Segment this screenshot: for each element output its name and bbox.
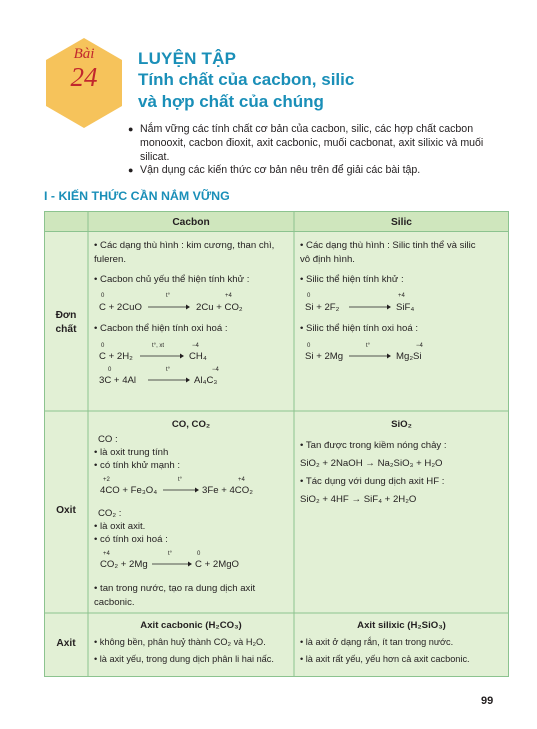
condition-label: t°	[166, 293, 171, 299]
text-line: • Các dạng thù hình : kim cương, than chì,	[94, 240, 275, 251]
arrow-icon	[349, 303, 391, 311]
text-line: • không bền, phân huỷ thành CO₂ và H₂O.	[94, 637, 266, 647]
lesson-title: LUYỆN TẬP	[138, 49, 237, 68]
objective-text: Vận dụng các kiến thức cơ bản nêu trên để giải các bài tập.	[140, 164, 421, 176]
row-label-don-chat-1: Đơn	[55, 310, 77, 321]
lesson-badge-number: 24	[70, 62, 98, 92]
equation-left: C + 2H₂	[99, 351, 133, 362]
column-header-silic: Silic	[391, 217, 412, 228]
condition-label: t°	[166, 367, 171, 373]
oxidation-number: +4	[398, 293, 405, 299]
text-line: CO₂ :	[98, 508, 122, 519]
text-line: • Tan được trong kiềm nóng chảy :	[300, 440, 447, 451]
oxidation-number: 0	[101, 343, 105, 349]
cell-heading: Axit silixic (H₂SiO₃)	[357, 620, 446, 631]
arrow-icon	[148, 376, 190, 384]
equation-right: 2Cu + CO₂	[196, 302, 243, 313]
text-line: cacbonic.	[94, 597, 135, 608]
column-header-cacbon: Cacbon	[172, 217, 210, 228]
oxidation-number: +4	[225, 293, 232, 299]
condition-label: t°	[178, 477, 183, 483]
row-label-don-chat-2: chất	[55, 324, 77, 335]
objective-item	[128, 122, 513, 164]
oxidation-number: +4	[103, 551, 110, 557]
equation-line: SiO₂ + 4HF → SiF₄ + 2H₂O	[300, 494, 417, 505]
oxidation-number: +2	[103, 477, 110, 483]
text-line: • Silic thể hiện tính khử :	[300, 274, 404, 285]
row-label-oxit: Oxit	[56, 505, 76, 516]
text-line: • là oxit trung tính	[94, 447, 169, 458]
objective-item	[128, 163, 513, 177]
text-line: • có tính oxi hoá :	[94, 534, 168, 545]
equation-left: 3C + 4Al	[99, 375, 137, 386]
row-label-axit: Axit	[56, 638, 76, 649]
equation-line: SiO₂ + 2NaOH → Na₂SiO₃ + H₂O	[300, 458, 443, 469]
page-number: 99	[481, 695, 494, 707]
equation-left: CO₂ + 2Mg	[100, 559, 148, 570]
arrow-icon	[148, 303, 190, 311]
condition-label: t°, xt	[152, 343, 165, 349]
section-heading: I - KIẾN THỨC CẦN NẮM VỮNG	[44, 189, 230, 203]
equation-right: SiF₄	[396, 302, 415, 313]
arrow-icon	[140, 352, 184, 360]
text-line: • Các dạng thù hình : Silic tinh thể và silic	[300, 240, 476, 251]
text-line: vô định hình.	[300, 254, 355, 265]
condition-label: t°	[366, 343, 371, 349]
summary-table	[44, 211, 509, 677]
lesson-subtitle-line2: và hợp chất của chúng	[138, 92, 324, 111]
equation-right: Mg₂Si	[396, 351, 422, 362]
oxidation-number: 0	[307, 293, 311, 299]
equation-right: 3Fe + 4CO₂	[202, 485, 253, 496]
lesson-badge-label: Bài	[73, 46, 95, 62]
cell-heading: Axit cacbonic (H₂CO₃)	[140, 620, 242, 631]
text-line: • là axit rất yếu, yếu hơn cả axit cacbonic.	[300, 654, 470, 664]
oxidation-number: 0	[101, 293, 105, 299]
oxidation-number: +4	[238, 477, 245, 483]
bullet-icon: ●	[128, 124, 134, 134]
equation-left: Si + 2Mg	[305, 351, 344, 362]
text-line: • là axit yếu, trong dung dịch phân li hai nấc.	[94, 654, 274, 664]
equation-left: C + 2CuO	[99, 302, 142, 313]
oxidation-number: 0	[197, 551, 201, 557]
text-line: fuleren.	[94, 254, 126, 265]
equation-right: C + 2MgO	[195, 559, 239, 570]
text-line: • Silic thể hiện tính oxi hoá :	[300, 323, 419, 334]
text-line: • Tác dụng với dung dịch axit HF :	[300, 476, 445, 487]
cell-heading: CO, CO₂	[171, 419, 211, 430]
text-line: • tan trong nước, tạo ra dung dịch axit	[94, 583, 256, 594]
equation-left: 4CO + Fe₃O₄	[100, 485, 158, 496]
oxidation-number: 0	[307, 343, 311, 349]
equation-right: Al₄C₃	[194, 375, 218, 386]
equation-right: CH₄	[189, 351, 207, 362]
oxidation-number: −4	[212, 367, 219, 373]
objective-text: Nắm vững các tính chất cơ bản của cacbon, silic, các hợp chất cacbon monooxit, cacbon đioxit, axit cacbonic, muối cacbonat, axit silixic và muối silicat.	[140, 123, 484, 163]
condition-label: t°	[168, 551, 173, 557]
arrow-icon	[152, 560, 192, 568]
cell-heading: SiO₂	[391, 419, 412, 430]
text-line: • là oxit axit.	[94, 521, 146, 532]
arrow-icon	[163, 486, 199, 494]
equation-left: Si + 2F₂	[305, 302, 340, 313]
text-line: • Cacbon chủ yếu thể hiện tính khử :	[94, 274, 250, 285]
text-line: CO :	[98, 434, 118, 445]
oxidation-number: −4	[192, 343, 199, 349]
lesson-subtitle-line1: Tính chất của cacbon, silic	[138, 70, 355, 89]
bullet-icon: ●	[128, 165, 134, 175]
text-line: • là axit ở dạng rắn, ít tan trong nước.	[300, 637, 454, 647]
text-line: • Cacbon thể hiện tính oxi hoá :	[94, 323, 228, 334]
text-line: • có tính khử mạnh :	[94, 460, 181, 471]
arrow-icon	[349, 352, 391, 360]
oxidation-number: 0	[108, 367, 112, 373]
oxidation-number: −4	[416, 343, 423, 349]
